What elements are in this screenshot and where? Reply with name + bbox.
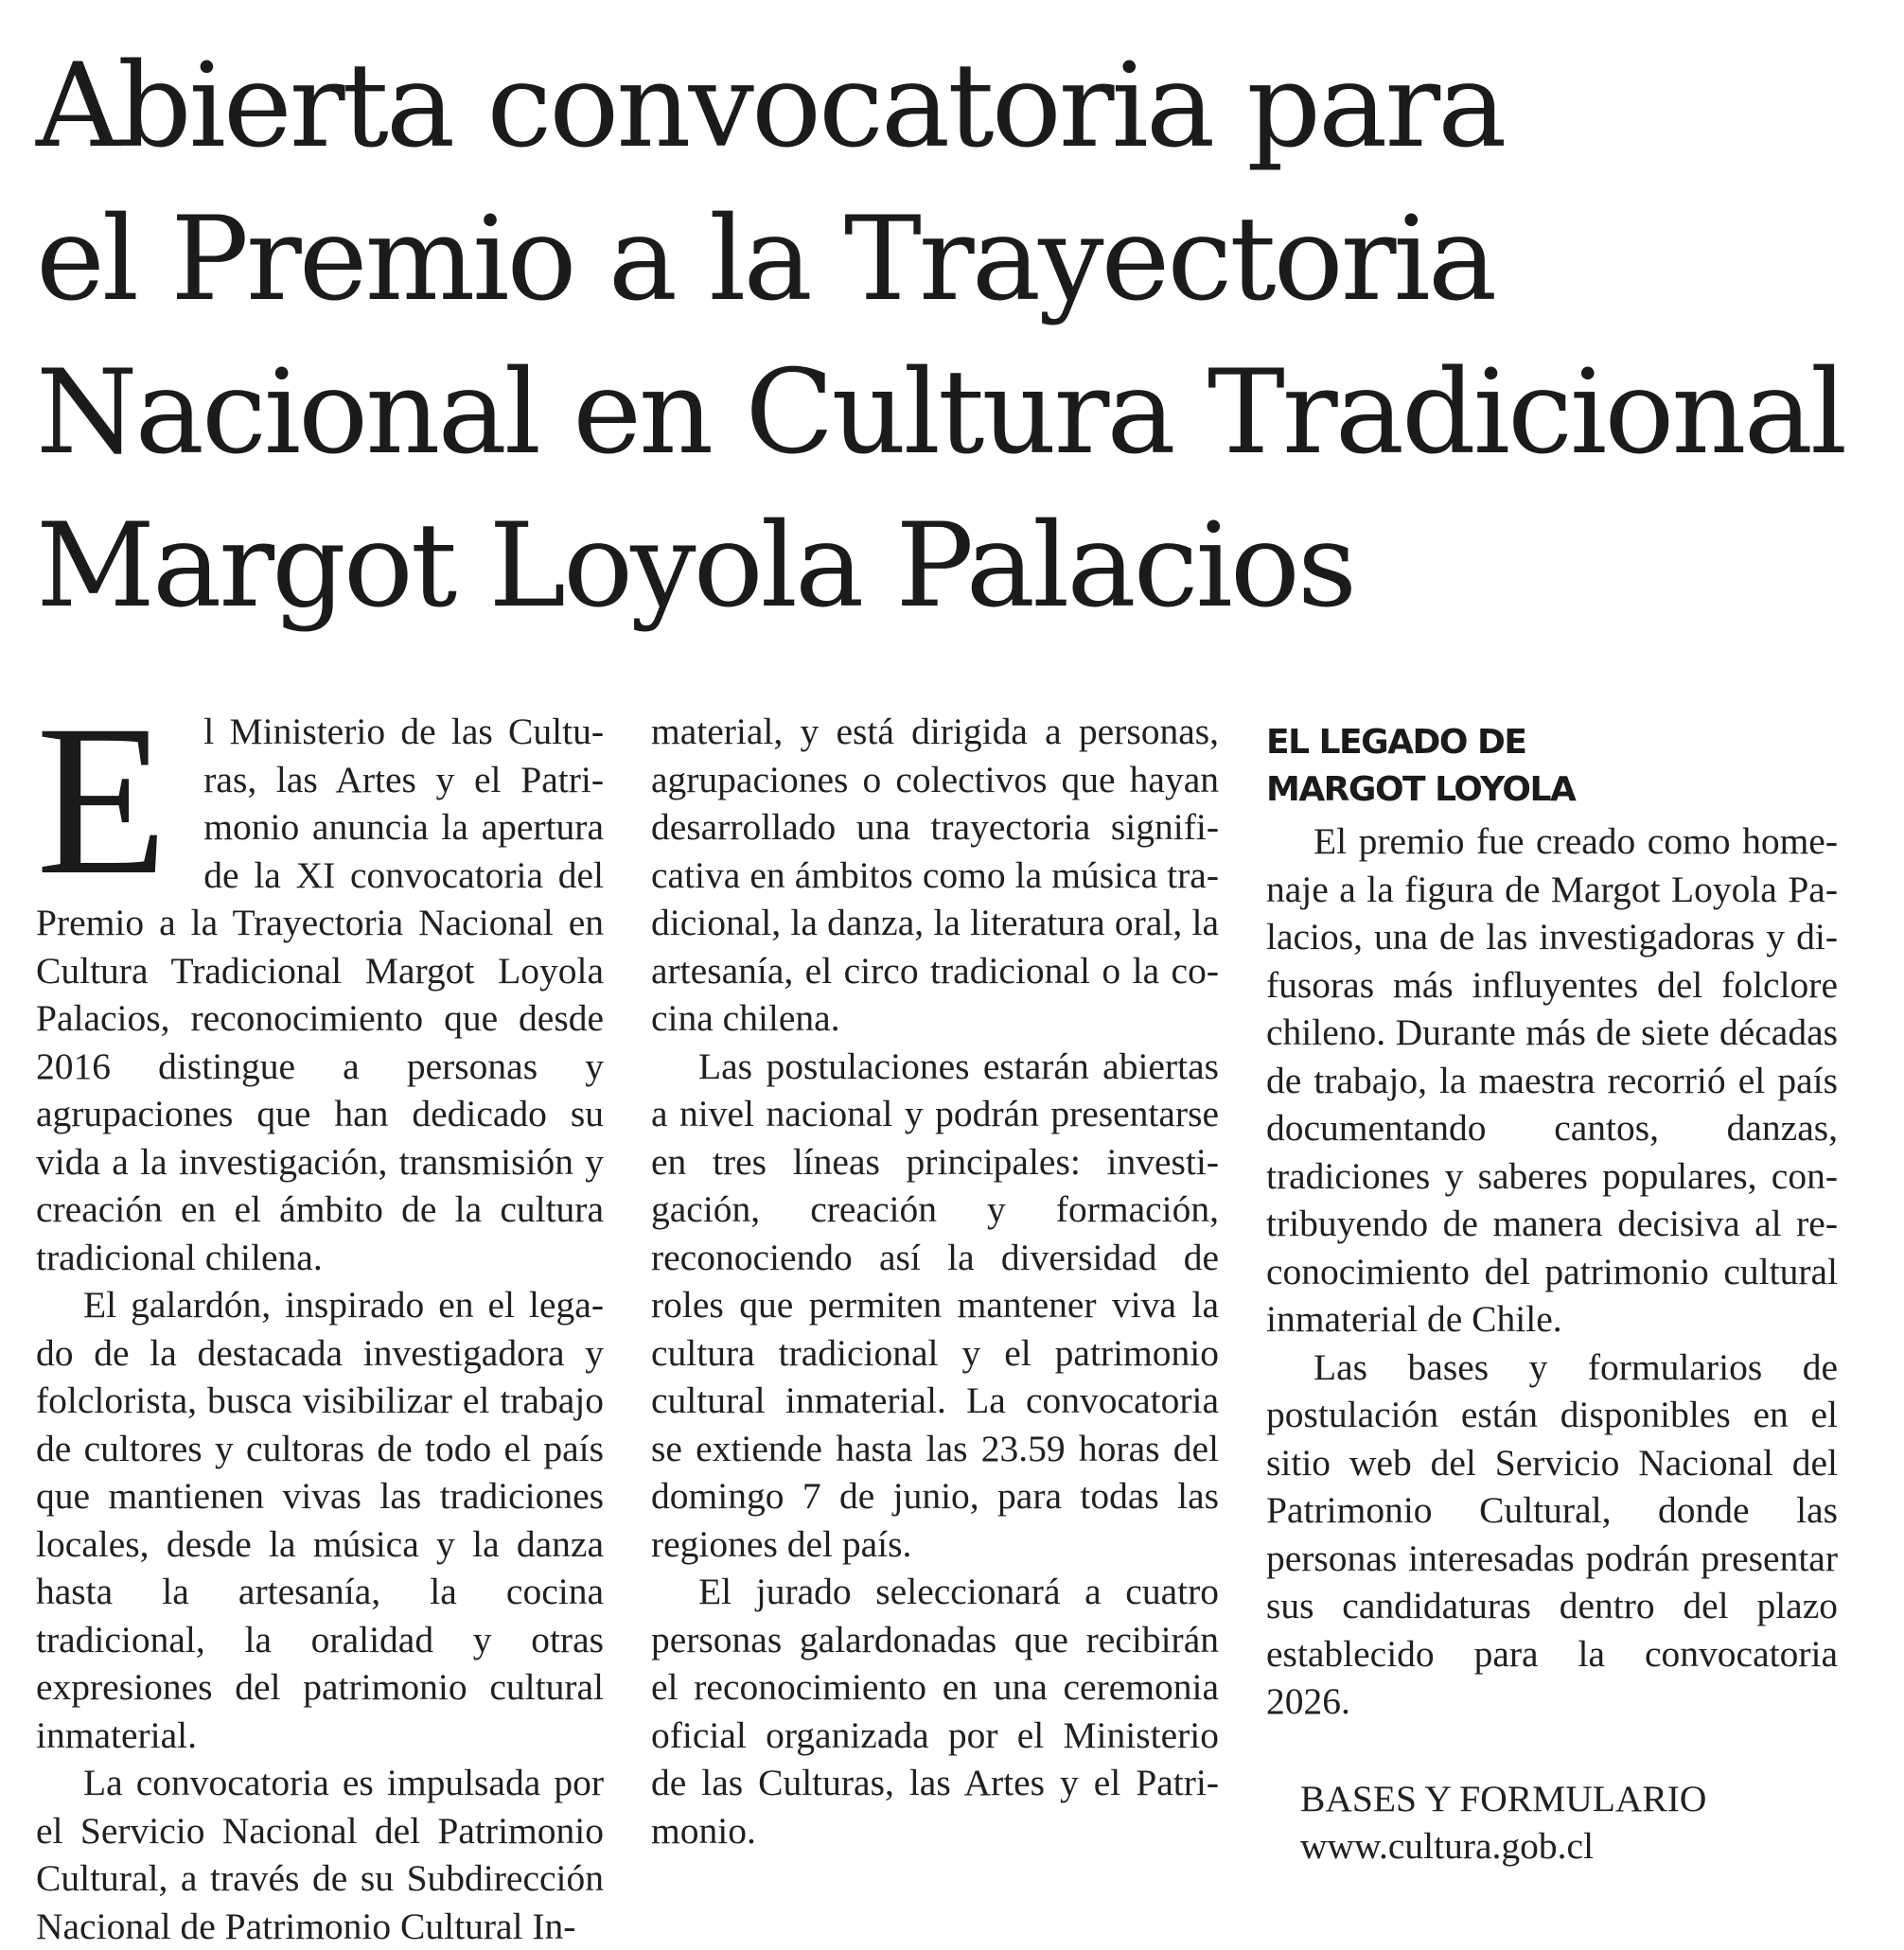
- headline: [36, 30, 1891, 643]
- body-paragraph: l Ministerio de las Culturas, las Artes y el Patrimonio anuncia la apertura de la XI convocatoria del Premio a la Trayectoria Nacional en Cultura Tradicional Margot Loyola Palacios, reconocimiento que desde 2016 distingue a personas y agrupaciones que han dedicado su vida a la investigación, transmisión y creación en el ámbito de la cultura tradicional chilena.: [36, 711, 604, 1278]
- sidebar-paragraph: El premio fue creado como homenaje a la figura de Margot Loyola Palacios, una de las investigadoras y difusoras más influyentes del folclore chileno. Durante más de siete décadas de trabajo, la maestra recorrió el país documentando cantos, danzas, tradiciones y saberes populares, contribuyendo de manera decisiva al reconocimiento del patrimonio cultural inmaterial de Chile.: [1266, 820, 1838, 1340]
- headline-line: Nacional en Cultura Tradicional: [36, 345, 1845, 481]
- body-paragraph: El jurado seleccionará a cuatro personas galardonadas que recibirán el reconocimiento en una ceremonia oficial organizada por el Ministerio de las Culturas, las Artes y el Patrimonio.: [651, 1571, 1219, 1852]
- contact-url: www.cultura.gob.cl: [1300, 1825, 1595, 1867]
- sidebar-heading-line: MARGOT LOYOLA: [1266, 770, 1576, 809]
- body-paragraph: La convocatoria es impulsada por el Servicio Nacional del Patrimonio Cultural, a través de su Subdirección Nacional de Patrimonio Cultural In-: [36, 1762, 604, 1947]
- headline-line: Abierta convocatoria para: [36, 39, 1505, 174]
- headline-line: Margot Loyola Palacios: [36, 499, 1355, 634]
- body-paragraph: Las postulaciones estarán abiertas a nivel nacional y podrán presentarse en tres líneas principales: investigación, creación y formación, reconociendo así la diversidad de roles que permiten mantener viva la cultura tradicional y el patrimonio cultural inmaterial. La convocatoria se extiende hasta las 23.59 horas del domingo 7 de junio, para todas las regiones del país.: [651, 1045, 1219, 1565]
- sidebar-heading-line: EL LEGADO DE: [1266, 723, 1526, 762]
- body-paragraph: material, y está dirigida a personas, agrupaciones o colectivos que hayan desarrollado una trayectoria significativa en ámbitos como la música tradicional, la danza, la literatura oral, la artesanía, el circo tradicional o la cocina chilena.: [651, 711, 1219, 1039]
- contact-label: BASES Y FORMULARIO: [1300, 1777, 1707, 1819]
- body-paragraph: El galardón, inspirado en el legado de la destacada investigadora y folclorista, busca visibilizar el trabajo de cultores y cultoras de todo el país que mantienen vivas las tradiciones locales, desde la música y la danza hasta la artesanía, la cocina tradicional, la oralidad y otras expresiones del patrimonio cultural inmaterial.: [36, 1284, 604, 1756]
- sidebar-column: [1266, 719, 1838, 1871]
- article-column-2: [651, 708, 1219, 1854]
- contact-box: [1266, 1775, 1838, 1871]
- sidebar-heading: [1266, 719, 1838, 814]
- sidebar-paragraph: Las bases y formularios de postulación están disponibles en el sitio web del Servicio Nacional del Patrimonio Cultural, donde las personas interesadas podrán presentar sus candidaturas dentro del plazo establecido para la convocatoria 2026.: [1266, 1345, 1838, 1722]
- headline-line: el Premio a la Trayectoria: [36, 192, 1495, 327]
- article-column-1: [36, 681, 604, 1950]
- drop-cap: E: [36, 681, 168, 920]
